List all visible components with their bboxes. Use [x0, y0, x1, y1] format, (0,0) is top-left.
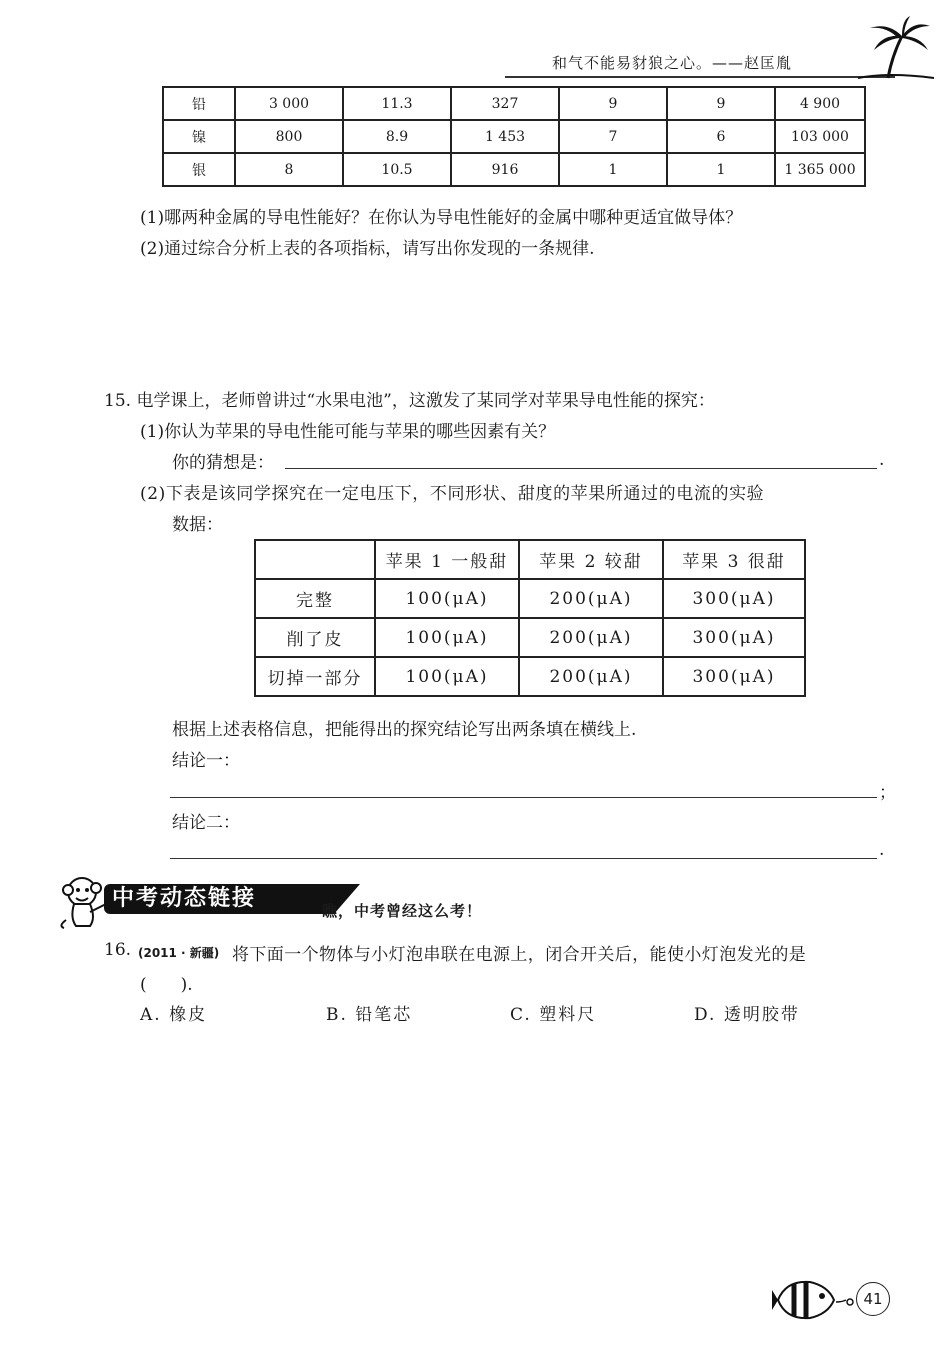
table-cell: 7 [559, 120, 667, 153]
table-cell: 300(μA) [663, 579, 805, 618]
table-cell: 8 [235, 153, 343, 186]
conclusion1-label: 结论一： [172, 751, 240, 771]
q16-text-line2: ( ). [140, 975, 193, 995]
table-cell: 9 [667, 87, 775, 120]
apple-current-table [254, 539, 806, 697]
q15-guess-end: . [879, 450, 885, 470]
q15-instruction: 根据上述表格信息，把能得出的探究结论写出两条填在横线上. [172, 720, 637, 740]
table-cell: 完整 [255, 579, 375, 618]
table-cell: 1 [667, 153, 775, 186]
header-quote: 和气不能易豺狼之心。——赵匡胤 [552, 54, 793, 72]
q14-sub2: (2)通过综合分析上表的各项指标，请写出你发现的一条规律. [140, 239, 595, 259]
table-cell: 103 000 [775, 120, 865, 153]
q15-guess-label: 你的猜想是： [172, 453, 274, 473]
q16-option-d[interactable]: D. 透明胶带 [694, 1005, 800, 1025]
section-banner [56, 870, 516, 930]
table-cell: 100(μA) [375, 579, 519, 618]
table-cell: 200(μA) [519, 618, 663, 657]
q16-option-c[interactable]: C. 塑料尺 [510, 1005, 597, 1025]
conclusion1-end: ； [879, 783, 896, 803]
q15-stem: 15. 电学课上，老师曾讲过“水果电池”，这激发了某同学对苹果导电性能的探究： [104, 391, 715, 411]
table-cell: 300(μA) [663, 657, 805, 696]
metal-property-table [162, 86, 866, 187]
table-cell: 削了皮 [255, 618, 375, 657]
banner-subtitle: 瞧，中考曾经这么考！ [322, 902, 483, 920]
table-cell: 916 [451, 153, 559, 186]
table-cell: 9 [559, 87, 667, 120]
table-cell: 3 000 [235, 87, 343, 120]
conclusion1-answer-line[interactable] [170, 797, 877, 798]
page-number: 41 [856, 1282, 890, 1316]
q16-option-a[interactable]: A. 橡皮 [140, 1005, 208, 1025]
table-row [255, 579, 805, 618]
palm-tree-icon [858, 16, 934, 80]
table-cell: 100(μA) [375, 618, 519, 657]
table-cell: 1 365 000 [775, 153, 865, 186]
table-cell: 327 [451, 87, 559, 120]
q14-sub1: (1)哪两种金属的导电性能好？在你认为导电性能好的金属中哪种更适宜做导体？ [140, 208, 743, 228]
table-cell [255, 540, 375, 579]
q16-number: 16. [104, 940, 132, 960]
q15-sub2-line2: 数据： [172, 515, 223, 535]
table-cell: 10.5 [343, 153, 451, 186]
table-header-row [255, 540, 805, 579]
q16-option-b[interactable]: B. 铅笔芯 [326, 1005, 413, 1025]
header-rule [505, 76, 895, 78]
banner-title: 中考动态链接 [112, 886, 257, 911]
q16-exam-tag: (2011 · 新疆) [138, 946, 220, 960]
table-row [163, 87, 865, 120]
conclusion2-label: 结论二： [172, 813, 240, 833]
table-cell: 800 [235, 120, 343, 153]
table-cell: 1 [559, 153, 667, 186]
guess-answer-line[interactable] [285, 468, 877, 469]
q15-sub1: (1)你认为苹果的导电性能可能与苹果的哪些因素有关？ [140, 422, 556, 442]
table-cell: 切掉一部分 [255, 657, 375, 696]
table-row [255, 657, 805, 696]
q16-text-line1: 将下面一个物体与小灯泡串联在电源上，闭合开关后，能使小灯泡发光的是 [232, 945, 807, 965]
table-cell: 1 453 [451, 120, 559, 153]
table-cell: 200(μA) [519, 657, 663, 696]
table-cell: 11.3 [343, 87, 451, 120]
conclusion2-answer-line[interactable] [170, 858, 877, 859]
table-cell: 200(μA) [519, 579, 663, 618]
table-cell: 铅 [163, 87, 235, 120]
fish-icon [772, 1272, 858, 1328]
table-cell: 100(μA) [375, 657, 519, 696]
table-cell: 8.9 [343, 120, 451, 153]
q15-sub2-line1: (2)下表是该同学探究在一定电压下，不同形状、甜度的苹果所通过的电流的实验 [140, 484, 765, 504]
table-cell: 4 900 [775, 87, 865, 120]
table-cell: 苹果 2 较甜 [519, 540, 663, 579]
table-row [163, 120, 865, 153]
table-cell: 镍 [163, 120, 235, 153]
table-cell: 银 [163, 153, 235, 186]
table-cell: 300(μA) [663, 618, 805, 657]
table-cell: 苹果 3 很甜 [663, 540, 805, 579]
table-cell: 苹果 1 一般甜 [375, 540, 519, 579]
table-row [255, 618, 805, 657]
table-cell: 6 [667, 120, 775, 153]
table-row [163, 153, 865, 186]
conclusion2-end: . [879, 840, 885, 860]
